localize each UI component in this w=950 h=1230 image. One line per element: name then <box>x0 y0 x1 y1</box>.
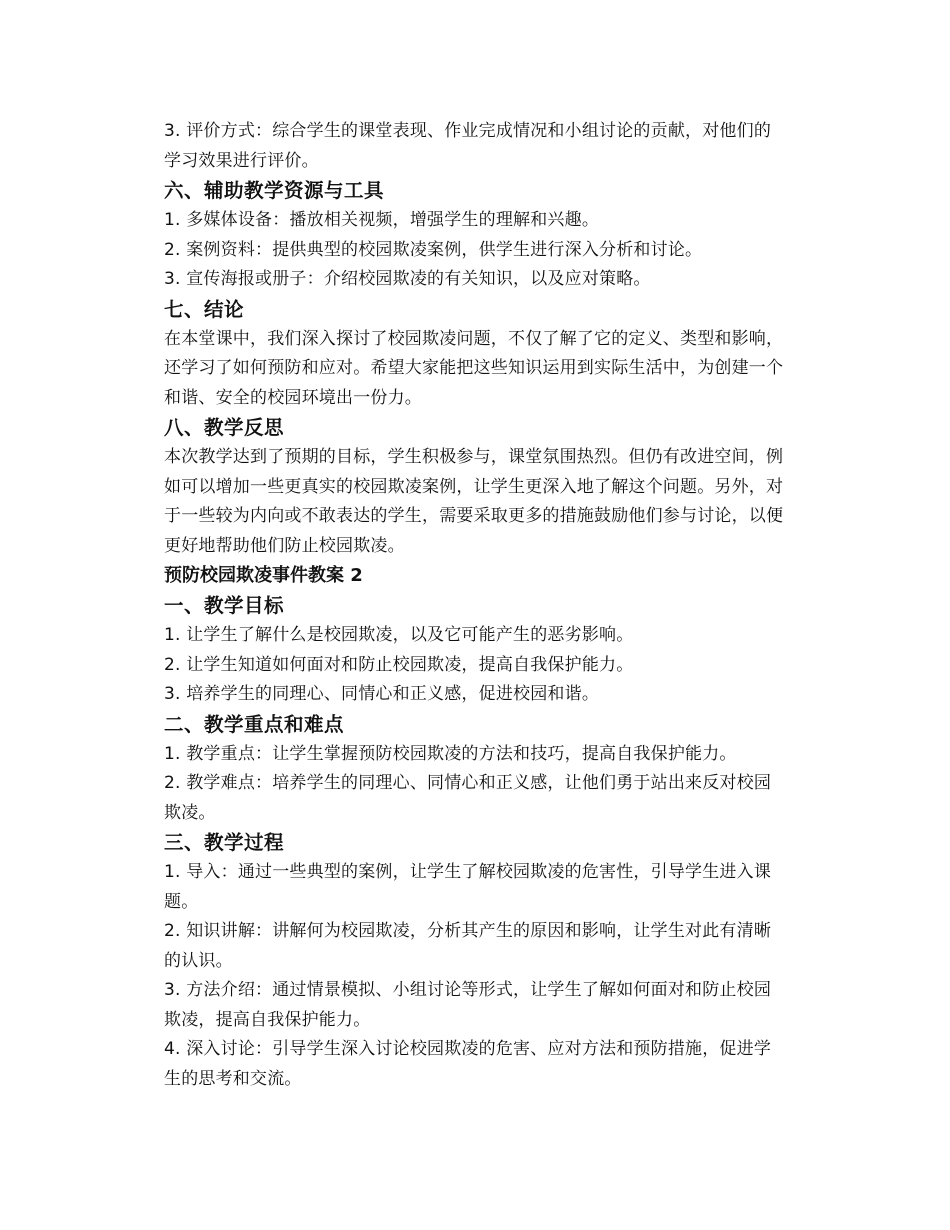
reflection-paragraph: 本次教学达到了预期的目标，学生积极参与，课堂氛围热烈。但仍有改进空间，例如可以增加一些更真实的校园欺凌案例，让学生更深入地了解这个问题。另外，对于一些较为内向或不敢表达的学生，需要采取更多的措施鼓励他们参与讨论，以便更好地帮助他们防止校园欺凌。 <box>164 447 784 556</box>
section-heading-process: 三、教学过程 <box>164 831 285 854</box>
key-point-item-1: 1. 教学重点：让学生掌握预防校园欺凌的方法和技巧，提高自我保护能力。 <box>164 743 737 764</box>
evaluation-method-paragraph: 3. 评价方式：综合学生的课堂表现、作业完成情况和小组讨论的贡献，对他们的学习效果进行评价。 <box>164 121 772 171</box>
goal-item-3: 3. 培养学生的同理心、同情心和正义感，促进校园和谐。 <box>164 684 600 704</box>
process-item-3: 3. 方法介绍：通过情景模拟、小组讨论等形式，让学生了解如何面对和防止校园欺凌，提高自我保护能力。 <box>164 980 772 1030</box>
process-item-4: 4. 深入讨论：引导学生深入讨论校园欺凌的危害、应对方法和预防措施，促进学生的思考和交流。 <box>164 1039 772 1089</box>
section-heading-goals: 一、教学目标 <box>164 594 285 617</box>
section-heading-key-points: 二、教学重点和难点 <box>164 712 345 736</box>
resource-item-posters: 3. 宣传海报或册子：介绍校园欺凌的有关知识，以及应对策略。 <box>164 269 651 289</box>
conclusion-paragraph: 在本堂课中，我们深入探讨了校园欺凌问题，不仅了解了它的定义、类型和影响，还学习了如何预防和应对。希望大家能把这些知识运用到实际生活中，为创建一个和谐、安全的校园环境出一份力。 <box>164 328 784 408</box>
process-item-1: 1. 导入：通过一些典型的案例，让学生了解校园欺凌的危害性，引导学生进入课题。 <box>164 862 772 912</box>
section-heading-reflection: 八、教学反思 <box>164 416 285 439</box>
resource-item-cases: 2. 案例资料：提供典型的校园欺凌案例，供学生进行深入分析和讨论。 <box>164 239 703 260</box>
process-item-2: 2. 知识讲解：讲解何为校园欺凌，分析其产生的原因和影响，让学生对此有清晰的认识。 <box>164 921 772 971</box>
key-point-item-2: 2. 教学难点：培养学生的同理心、同情心和正义感，让他们勇于站出来反对校园欺凌。 <box>164 773 772 823</box>
lesson-plan-2-title: 预防校园欺凌事件教案 2 <box>164 565 363 586</box>
section-heading-resources: 六、辅助教学资源与工具 <box>164 179 385 202</box>
document-page <box>164 117 784 1094</box>
goal-item-2: 2. 让学生知道如何面对和防止校园欺凌，提高自我保护能力。 <box>164 654 634 675</box>
section-heading-conclusion: 七、结论 <box>164 297 245 321</box>
goal-item-1: 1. 让学生了解什么是校园欺凌，以及它可能产生的恶劣影响。 <box>164 625 634 645</box>
resource-item-multimedia: 1. 多媒体设备：播放相关视频，增强学生的理解和兴趣。 <box>164 210 600 230</box>
